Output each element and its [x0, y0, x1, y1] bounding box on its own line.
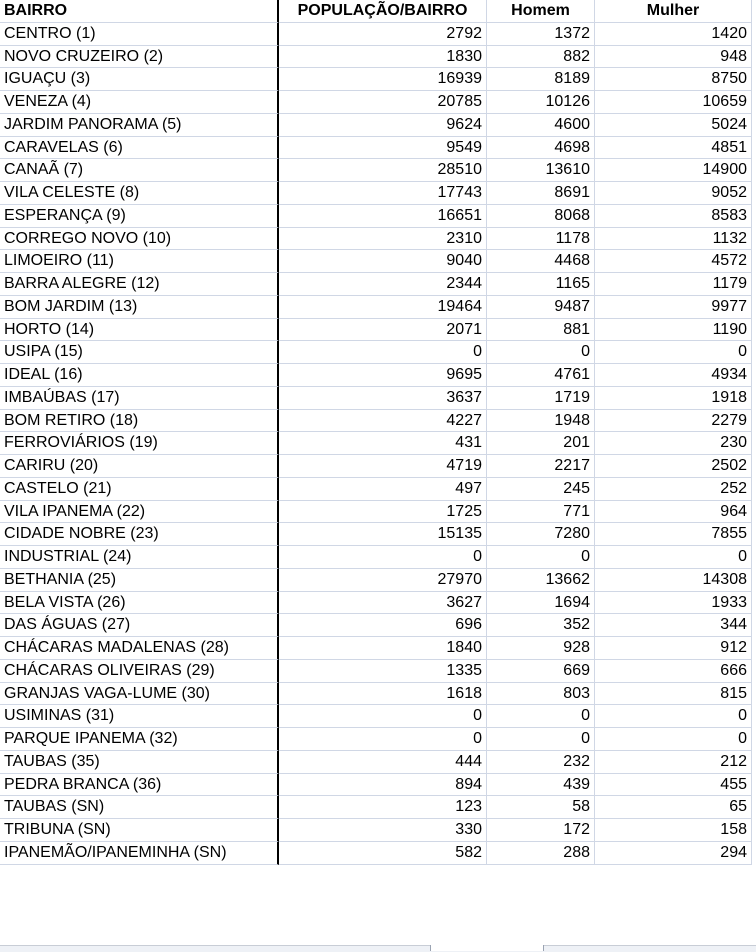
- column-header-bairro[interactable]: BAIRRO: [0, 0, 279, 23]
- cell-populacao[interactable]: 9549: [279, 137, 487, 160]
- cell-populacao[interactable]: 1725: [279, 501, 487, 524]
- cell-populacao[interactable]: 894: [279, 774, 487, 797]
- cell-mulher[interactable]: 0: [595, 546, 752, 569]
- cell-populacao[interactable]: 15135: [279, 523, 487, 546]
- cell-homem[interactable]: 13610: [487, 159, 595, 182]
- cell-mulher[interactable]: 344: [595, 614, 752, 637]
- cell-homem[interactable]: 1948: [487, 410, 595, 433]
- cell-homem[interactable]: 4600: [487, 114, 595, 137]
- cell-homem[interactable]: 1165: [487, 273, 595, 296]
- cell-bairro[interactable]: HORTO (14): [0, 319, 279, 342]
- cell-mulher[interactable]: 1190: [595, 319, 752, 342]
- column-header-homem[interactable]: Homem: [487, 0, 595, 23]
- cell-bairro[interactable]: IDEAL (16): [0, 364, 279, 387]
- cell-populacao[interactable]: 9040: [279, 250, 487, 273]
- cell-mulher[interactable]: 230: [595, 432, 752, 455]
- cell-bairro[interactable]: VILA CELESTE (8): [0, 182, 279, 205]
- cell-mulher[interactable]: 212: [595, 751, 752, 774]
- cell-populacao[interactable]: 444: [279, 751, 487, 774]
- cell-bairro[interactable]: BOM JARDIM (13): [0, 296, 279, 319]
- cell-mulher[interactable]: 1420: [595, 23, 752, 46]
- cell-bairro[interactable]: CHÁCARAS OLIVEIRAS (29): [0, 660, 279, 683]
- cell-homem[interactable]: 8189: [487, 68, 595, 91]
- cell-bairro[interactable]: CANAÃ (7): [0, 159, 279, 182]
- cell-homem[interactable]: 4761: [487, 364, 595, 387]
- cell-populacao[interactable]: 2071: [279, 319, 487, 342]
- cell-homem[interactable]: 803: [487, 683, 595, 706]
- cell-mulher[interactable]: 252: [595, 478, 752, 501]
- cell-mulher[interactable]: 8583: [595, 205, 752, 228]
- cell-homem[interactable]: 245: [487, 478, 595, 501]
- sheet-tab[interactable]: [430, 945, 544, 951]
- cell-bairro[interactable]: PEDRA BRANCA (36): [0, 774, 279, 797]
- cell-populacao[interactable]: 28510: [279, 159, 487, 182]
- cell-populacao[interactable]: 2792: [279, 23, 487, 46]
- cell-populacao[interactable]: 3627: [279, 592, 487, 615]
- cell-bairro[interactable]: NOVO CRUZEIRO (2): [0, 46, 279, 69]
- cell-homem[interactable]: 58: [487, 796, 595, 819]
- cell-mulher[interactable]: 5024: [595, 114, 752, 137]
- cell-homem[interactable]: 1178: [487, 228, 595, 251]
- cell-populacao[interactable]: 0: [279, 728, 487, 751]
- cell-homem[interactable]: 771: [487, 501, 595, 524]
- cell-bairro[interactable]: TAUBAS (35): [0, 751, 279, 774]
- cell-mulher[interactable]: 14900: [595, 159, 752, 182]
- column-header-mulher[interactable]: Mulher: [595, 0, 752, 23]
- cell-mulher[interactable]: 2279: [595, 410, 752, 433]
- cell-populacao[interactable]: 1335: [279, 660, 487, 683]
- cell-mulher[interactable]: 1918: [595, 387, 752, 410]
- cell-bairro[interactable]: CASTELO (21): [0, 478, 279, 501]
- cell-bairro[interactable]: CIDADE NOBRE (23): [0, 523, 279, 546]
- cell-bairro[interactable]: CENTRO (1): [0, 23, 279, 46]
- cell-bairro[interactable]: VILA IPANEMA (22): [0, 501, 279, 524]
- cell-populacao[interactable]: 2310: [279, 228, 487, 251]
- cell-homem[interactable]: 4468: [487, 250, 595, 273]
- cell-bairro[interactable]: USIMINAS (31): [0, 705, 279, 728]
- cell-homem[interactable]: 881: [487, 319, 595, 342]
- cell-bairro[interactable]: IPANEMÃO/IPANEMINHA (SN): [0, 842, 279, 865]
- cell-populacao[interactable]: 16939: [279, 68, 487, 91]
- cell-populacao[interactable]: 696: [279, 614, 487, 637]
- cell-bairro[interactable]: CHÁCARAS MADALENAS (28): [0, 637, 279, 660]
- cell-mulher[interactable]: 9052: [595, 182, 752, 205]
- cell-mulher[interactable]: 4934: [595, 364, 752, 387]
- cell-populacao[interactable]: 582: [279, 842, 487, 865]
- cell-mulher[interactable]: 1933: [595, 592, 752, 615]
- cell-mulher[interactable]: 0: [595, 728, 752, 751]
- cell-populacao[interactable]: 4719: [279, 455, 487, 478]
- cell-populacao[interactable]: 16651: [279, 205, 487, 228]
- cell-mulher[interactable]: 2502: [595, 455, 752, 478]
- cell-homem[interactable]: 2217: [487, 455, 595, 478]
- cell-homem[interactable]: 7280: [487, 523, 595, 546]
- cell-populacao[interactable]: 0: [279, 546, 487, 569]
- cell-bairro[interactable]: CARAVELAS (6): [0, 137, 279, 160]
- cell-populacao[interactable]: 1618: [279, 683, 487, 706]
- cell-mulher[interactable]: 948: [595, 46, 752, 69]
- cell-mulher[interactable]: 912: [595, 637, 752, 660]
- cell-bairro[interactable]: USIPA (15): [0, 341, 279, 364]
- cell-mulher[interactable]: 7855: [595, 523, 752, 546]
- cell-homem[interactable]: 439: [487, 774, 595, 797]
- cell-bairro[interactable]: ESPERANÇA (9): [0, 205, 279, 228]
- cell-populacao[interactable]: 4227: [279, 410, 487, 433]
- cell-bairro[interactable]: PARQUE IPANEMA (32): [0, 728, 279, 751]
- cell-homem[interactable]: 13662: [487, 569, 595, 592]
- cell-populacao[interactable]: 330: [279, 819, 487, 842]
- cell-mulher[interactable]: 4572: [595, 250, 752, 273]
- cell-populacao[interactable]: 0: [279, 705, 487, 728]
- cell-mulher[interactable]: 1179: [595, 273, 752, 296]
- cell-mulher[interactable]: 0: [595, 341, 752, 364]
- cell-homem[interactable]: 1719: [487, 387, 595, 410]
- cell-mulher[interactable]: 10659: [595, 91, 752, 114]
- cell-bairro[interactable]: LIMOEIRO (11): [0, 250, 279, 273]
- cell-populacao[interactable]: 17743: [279, 182, 487, 205]
- cell-mulher[interactable]: 1132: [595, 228, 752, 251]
- cell-bairro[interactable]: IMBAÚBAS (17): [0, 387, 279, 410]
- cell-populacao[interactable]: 9695: [279, 364, 487, 387]
- cell-bairro[interactable]: BELA VISTA (26): [0, 592, 279, 615]
- cell-homem[interactable]: 1694: [487, 592, 595, 615]
- cell-populacao[interactable]: 1830: [279, 46, 487, 69]
- cell-populacao[interactable]: 19464: [279, 296, 487, 319]
- cell-bairro[interactable]: JARDIM PANORAMA (5): [0, 114, 279, 137]
- cell-bairro[interactable]: BOM RETIRO (18): [0, 410, 279, 433]
- cell-homem[interactable]: 669: [487, 660, 595, 683]
- cell-mulher[interactable]: 455: [595, 774, 752, 797]
- cell-bairro[interactable]: VENEZA (4): [0, 91, 279, 114]
- cell-mulher[interactable]: 14308: [595, 569, 752, 592]
- cell-homem[interactable]: 1372: [487, 23, 595, 46]
- cell-populacao[interactable]: 20785: [279, 91, 487, 114]
- cell-homem[interactable]: 8691: [487, 182, 595, 205]
- cell-homem[interactable]: 0: [487, 728, 595, 751]
- cell-mulher[interactable]: 4851: [595, 137, 752, 160]
- cell-homem[interactable]: 0: [487, 341, 595, 364]
- cell-populacao[interactable]: 431: [279, 432, 487, 455]
- cell-homem[interactable]: 201: [487, 432, 595, 455]
- cell-homem[interactable]: 0: [487, 705, 595, 728]
- cell-homem[interactable]: 232: [487, 751, 595, 774]
- cell-mulher[interactable]: 158: [595, 819, 752, 842]
- cell-homem[interactable]: 882: [487, 46, 595, 69]
- cell-populacao[interactable]: 1840: [279, 637, 487, 660]
- cell-mulher[interactable]: 0: [595, 705, 752, 728]
- cell-bairro[interactable]: BARRA ALEGRE (12): [0, 273, 279, 296]
- cell-homem[interactable]: 10126: [487, 91, 595, 114]
- cell-populacao[interactable]: 27970: [279, 569, 487, 592]
- cell-populacao[interactable]: 9624: [279, 114, 487, 137]
- cell-homem[interactable]: 4698: [487, 137, 595, 160]
- cell-populacao[interactable]: 497: [279, 478, 487, 501]
- cell-homem[interactable]: 0: [487, 546, 595, 569]
- cell-homem[interactable]: 172: [487, 819, 595, 842]
- cell-mulher[interactable]: 815: [595, 683, 752, 706]
- cell-homem[interactable]: 288: [487, 842, 595, 865]
- cell-mulher[interactable]: 294: [595, 842, 752, 865]
- cell-bairro[interactable]: BETHANIA (25): [0, 569, 279, 592]
- cell-bairro[interactable]: TRIBUNA (SN): [0, 819, 279, 842]
- cell-populacao[interactable]: 0: [279, 341, 487, 364]
- cell-bairro[interactable]: GRANJAS VAGA-LUME (30): [0, 683, 279, 706]
- cell-mulher[interactable]: 9977: [595, 296, 752, 319]
- cell-populacao[interactable]: 3637: [279, 387, 487, 410]
- cell-bairro[interactable]: INDUSTRIAL (24): [0, 546, 279, 569]
- cell-mulher[interactable]: 65: [595, 796, 752, 819]
- cell-bairro[interactable]: FERROVIÁRIOS (19): [0, 432, 279, 455]
- cell-homem[interactable]: 352: [487, 614, 595, 637]
- cell-bairro[interactable]: CORREGO NOVO (10): [0, 228, 279, 251]
- cell-mulher[interactable]: 666: [595, 660, 752, 683]
- cell-bairro[interactable]: TAUBAS (SN): [0, 796, 279, 819]
- cell-populacao[interactable]: 2344: [279, 273, 487, 296]
- cell-homem[interactable]: 9487: [487, 296, 595, 319]
- cell-bairro[interactable]: CARIRU (20): [0, 455, 279, 478]
- cell-bairro[interactable]: DAS ÁGUAS (27): [0, 614, 279, 637]
- cell-mulher[interactable]: 8750: [595, 68, 752, 91]
- cell-mulher[interactable]: 964: [595, 501, 752, 524]
- cell-homem[interactable]: 928: [487, 637, 595, 660]
- cell-populacao[interactable]: 123: [279, 796, 487, 819]
- column-header-populacao[interactable]: POPULAÇÃO/BAIRRO: [279, 0, 487, 23]
- cell-bairro[interactable]: IGUAÇU (3): [0, 68, 279, 91]
- cell-homem[interactable]: 8068: [487, 205, 595, 228]
